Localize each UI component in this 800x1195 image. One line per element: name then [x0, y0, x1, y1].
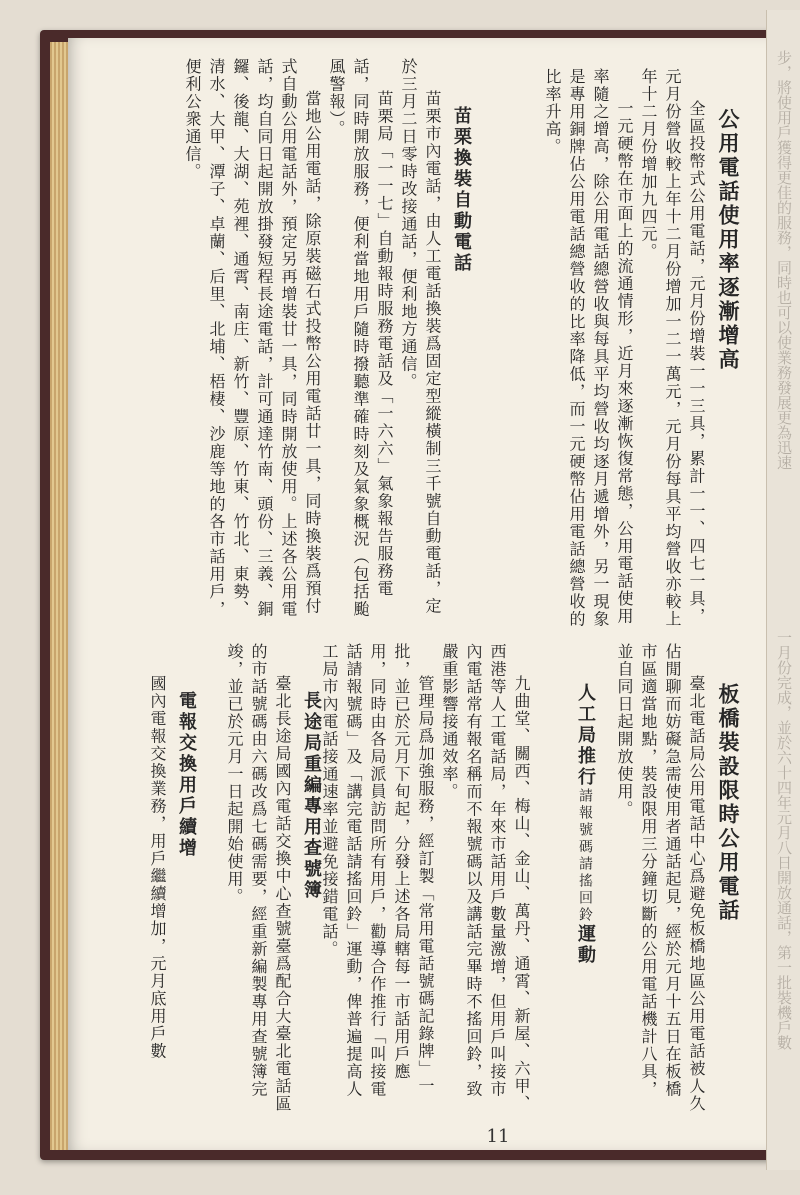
heading-main: 人工局推行	[575, 683, 596, 788]
article-title: 板橋裝設限時公用電話	[716, 683, 741, 923]
page-number: 11	[486, 1126, 510, 1147]
article-paragraph: 一元硬幣在市面上的流通情形，近月來逐漸恢復常態，公用電話使用率隨之增高，除公用電話總營收與每具平均營收均逐月遞增外，另一現象是專用銅牌佔公用電話總營收的比率降低，而一元硬幣佔用電話總營收的比率升高。	[543, 68, 634, 628]
heading-suffix: 運動	[575, 924, 596, 966]
heading-subtitle-1: 請報號碼	[577, 788, 593, 856]
article-paragraph: 臺北電話局公用電話中心爲避免板橋地區公用電話被人久佔閒聊而妨礙急需使用者通話起見，經於元月十五日在板橋市區適當地點，裝設限用三分鐘切斷的公用電話機計八具，並自同日起開放使用。	[615, 643, 706, 1113]
article-miaoli	[128, 58, 478, 628]
article-title: 公用電話使用率逐漸增高	[716, 108, 741, 372]
article-paragraph: 苗栗市內電話，由人工電話換裝爲固定型縱橫制三千號自動電話，定於三月二日零時改接通話，便利地方通信。	[399, 58, 442, 615]
article-manual	[320, 643, 533, 1113]
adjacent-page	[766, 10, 800, 1170]
adjacent-page-text: 步，將使用戶獲得更佳的服務，同時也可以使業務發展更為迅速	[775, 50, 793, 470]
article-paragraph: 臺北長途局國內電話交換中心查號臺爲配合大臺北電話區的市話號碼由六碼改爲七碼需要，經重新編製專用查號簿完竣，並已於元月一日起開始使用。	[225, 643, 292, 1113]
article-paragraph: 全區投幣式公用電話，元月份增裝一一三具，累計一一、四七一具，元月份營收較上年十二月份增加一二一萬元，元月份每具平均營收亦較上年十二月份增加九四元。	[639, 68, 706, 628]
heading-subtitle-2: 請搖回鈴	[577, 856, 593, 924]
book-page	[68, 38, 780, 1150]
manual-office-heading	[538, 683, 598, 1043]
article-telegraph	[128, 643, 203, 1113]
article-directory	[203, 643, 328, 1113]
article-paragraph: 管理局爲加強服務，經訂製「常用電話號碼記錄牌」一批，並已於元月下旬起，分發上述各局轄每一市話用戶應用，同時由各局派員訪問所有用戶，勸導合作推行「叫接電話請報號碼」及「講完電話請搖回鈴」運動，俾普遍提高人工局市內電話接通速率並避免接錯電話。	[320, 643, 435, 1098]
article-banqiao	[598, 643, 748, 1113]
article-title: 長途局重編專用查號簿	[301, 691, 322, 901]
article-paragraph: 苗栗局「一一七」自動報時服務電話及「一六六」氣象報告服務電話，同時開放服務，便利當地用戶隨時撥聽準確時刻及氣象概況（包括颱風警報）。	[327, 58, 394, 618]
article-paragraph: 九曲堂、關西、梅山、金山、萬丹、通霄、新屋、六甲、西港等人工電話局，年來市話用戶數量激增，但用戶叫接市內電話常有報名稱而不報號碼以及講話完畢時不搖回鈴，致嚴重影響接通效率。	[440, 643, 531, 1113]
article-title: 電報交換用戶續增	[176, 691, 197, 859]
article-public-phone	[488, 68, 748, 628]
article-title: 苗栗換裝自動電話	[451, 106, 472, 274]
article-paragraph: 當地公用電話，除原裝磁石式投幣公用電話廿一具，同時換裝爲預付式自動公用電話外，預定另再增裝廿一具，同時開放使用。上述各公用電話，均自同日起開放掛發短程長途電話，計可通達竹南、頭份、三義、銅鑼、後龍、大湖、苑裡、通霄、南庄、新竹、豐原、竹東、竹北、東勢、清水、大甲、潭子、卓蘭、后里、北埔、梧棲、沙鹿等地的各市話用戶，便利公衆通信。	[183, 58, 322, 618]
adjacent-page-text: 一月份完成，並於六十四年元月八日開放通話，第一批裝機戶數	[775, 630, 793, 1050]
article-paragraph: 國內電報交換業務，用戶繼續增加，元月底用戶數	[148, 675, 167, 1060]
